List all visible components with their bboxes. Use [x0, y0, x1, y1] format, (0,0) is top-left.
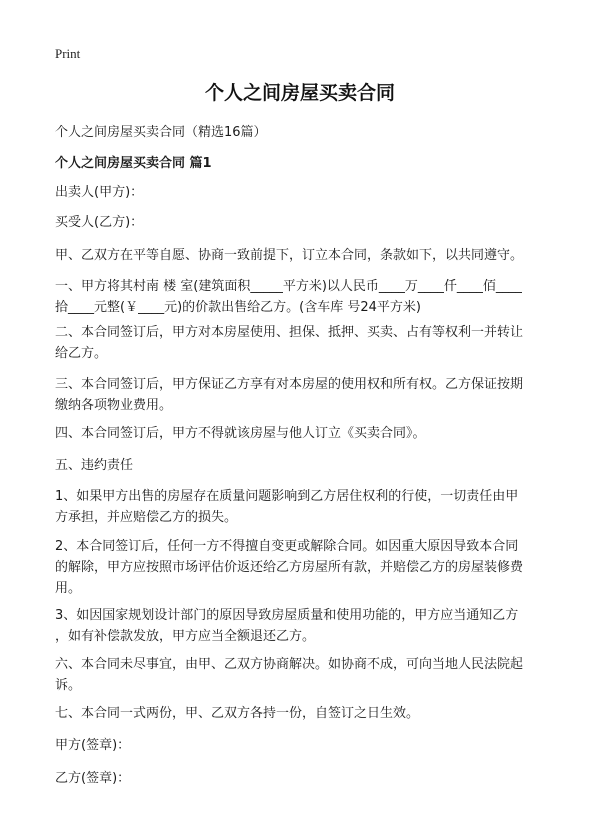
paragraph-line: 买受人(乙方)：: [55, 215, 144, 230]
seller-line: [55, 182, 555, 203]
paragraph-line: 1、如果甲方出售的房屋存在质量问题影响到乙方居住权利的行使，一切责任由甲: [55, 489, 519, 504]
preamble-paragraph: [55, 245, 555, 266]
paragraph-line: 2、本合同签订后，任何一方不得擅自变更或解除合同。如因重大原因导致本合同: [55, 539, 519, 554]
paragraph-line: 拾____元整(￥____元)的价款出售给乙方。(含车库 号24平方米): [55, 300, 421, 315]
paragraph-line: 方承担，并应赔偿乙方的损失。: [55, 510, 238, 525]
party-b-signature: [55, 768, 555, 789]
buyer-line: [55, 212, 555, 233]
liability-1-paragraph: [55, 486, 555, 528]
paragraph-line: 给乙方。: [55, 346, 108, 361]
paragraph-line: 诉。: [55, 678, 82, 693]
paragraph-line: 缴纳各项物业费用。: [55, 398, 173, 413]
clause-6-paragraph: [55, 654, 555, 696]
paragraph-line: 出卖人(甲方)：: [55, 185, 144, 200]
clause-1-paragraph: [55, 276, 555, 318]
clause-3-paragraph: [55, 374, 555, 416]
print-link[interactable]: Print: [55, 46, 81, 61]
paragraph-line: 甲、乙双方在平等自愿、协商一致前提下，订立本合同，条款如下，以共同遵守。: [55, 248, 524, 263]
paragraph-line: 乙方(签章)：: [55, 771, 131, 786]
paragraph-line: 四、本合同签订后，甲方不得就该房屋与他人订立《买卖合同》。: [55, 426, 426, 441]
liability-3-paragraph: [55, 605, 555, 647]
paragraph-line: 七、本合同一式两份，甲、乙双方各持一份，自签订之日生效。: [55, 706, 420, 721]
paragraph-line: 的解除，甲方应按照市场评估价返还给乙方房屋所有款，并赔偿乙方的房屋装修费: [55, 560, 524, 575]
paragraph-line: 二、本合同签订后，甲方对本房屋使用、担保、抵押、买卖、占有等权利一并转让: [55, 325, 524, 340]
paragraph-line: 甲方(签章)：: [55, 738, 131, 753]
clause-5-heading: [55, 455, 555, 476]
clause-2-paragraph: [55, 322, 555, 364]
party-a-signature: [55, 735, 555, 756]
paragraph-line: 六、本合同未尽事宜，由甲、乙双方协商解决。如协商不成，可向当地人民法院起: [55, 657, 524, 672]
paragraph-line: 一、甲方将其村南 楼 室(建筑面积_____平方米)以人民币____万____仟____佰____: [55, 279, 522, 294]
paragraph-line: ，如有补偿款发放，甲方应当全额退还乙方。: [55, 629, 316, 644]
document-subtitle: 个人之间房屋买卖合同（精选16篇）: [55, 125, 267, 140]
clause-7-paragraph: [55, 703, 555, 724]
paragraph-line: 3、如因国家规划设计部门的原因导致房屋质量和使用功能的，甲方应当通知乙方: [55, 608, 519, 623]
paragraph-line: 三、本合同签订后，甲方保证乙方享有对本房屋的使用权和所有权。乙方保证按期: [55, 377, 524, 392]
section-heading: 个人之间房屋买卖合同 篇1: [55, 156, 212, 171]
paragraph-line: 五、违约责任: [55, 458, 134, 473]
paragraph-line: 用。: [55, 581, 82, 596]
liability-2-paragraph: [55, 536, 555, 599]
clause-4-paragraph: [55, 423, 555, 444]
document-title: 个人之间房屋买卖合同: [204, 82, 395, 104]
